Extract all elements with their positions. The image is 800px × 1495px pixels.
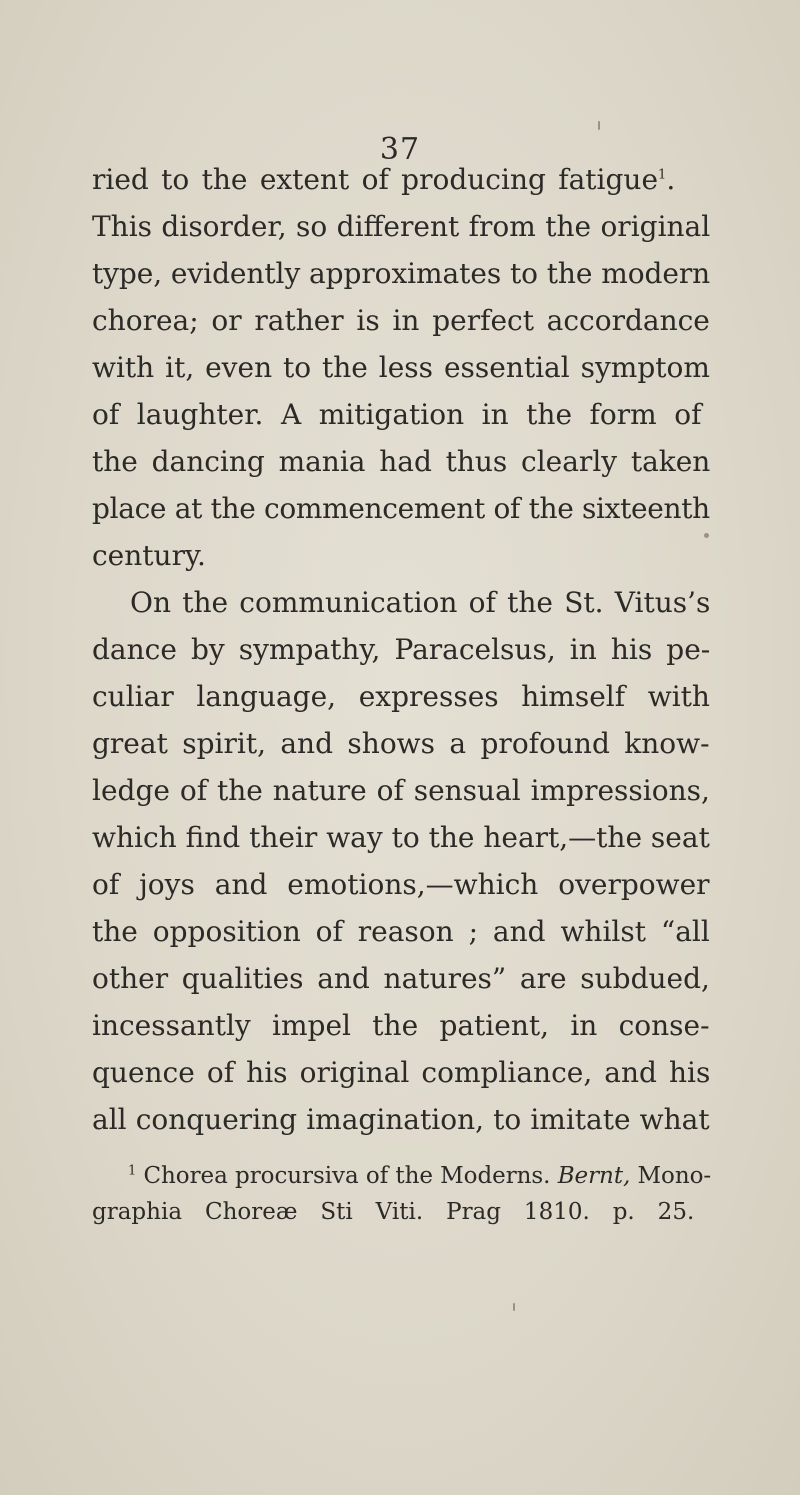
text-line-21: all conquering imagination, to imitate what xyxy=(92,1103,710,1136)
text-line-18: other qualities and natures” are subdued, xyxy=(92,962,710,995)
text-line-7: the dancing mania had thus clearly taken xyxy=(92,445,711,478)
footnote-author: Bernt, xyxy=(557,1163,631,1189)
text-line-8: place at the commencement of the sixteenth xyxy=(92,492,710,525)
text-line-3: type, evidently approximates to the modern xyxy=(92,257,711,290)
footnote-line-2: graphia Choreæ Sti Viti. Prag 1810. p. 25. xyxy=(92,1199,695,1225)
text-line-2: This disorder, so different from the original xyxy=(92,210,711,243)
paper-speck xyxy=(704,533,709,538)
text-line-20: quence of his original compliance, and his xyxy=(92,1056,711,1089)
text-line-15: which find their way to the heart,—the seat xyxy=(92,821,710,854)
paper-speck xyxy=(513,1303,515,1311)
footnote-marker: 1 xyxy=(128,1163,137,1179)
footnote-line-1: $^1$ Chorea procursiva of the Moderns. Bernt, Mono- xyxy=(128,1163,712,1189)
text-line-1: ried to the extent of producing fatigue$^1$. xyxy=(92,163,676,196)
text-line-4: chorea; or rather is in perfect accordance xyxy=(92,304,710,337)
footnote-reference: 1 xyxy=(658,167,667,183)
text-line-17: the opposition of reason ; and whilst “all xyxy=(92,915,710,948)
text-line-6: of laughter. A mitigation in the form of xyxy=(92,398,702,431)
text-line-12: culiar language, expresses himself with xyxy=(92,680,710,713)
text-line-9: century. xyxy=(92,539,206,572)
text-line-11: dance by sympathy, Paracelsus, in his pe- xyxy=(92,633,711,666)
text-line-19: incessantly impel the patient, in conse- xyxy=(92,1009,710,1042)
paper-speck xyxy=(598,121,600,130)
text-line-14: ledge of the nature of sensual impressions, xyxy=(92,774,710,807)
text-line-5: with it, even to the less essential symptom xyxy=(92,351,710,384)
text-line-16: of joys and emotions,—which overpower xyxy=(92,868,710,901)
text-line-13: great spirit, and shows a profound know- xyxy=(92,727,710,760)
text-line-10: On the communication of the St. Vitus’s xyxy=(130,586,711,619)
page-number: 37 xyxy=(379,132,421,167)
